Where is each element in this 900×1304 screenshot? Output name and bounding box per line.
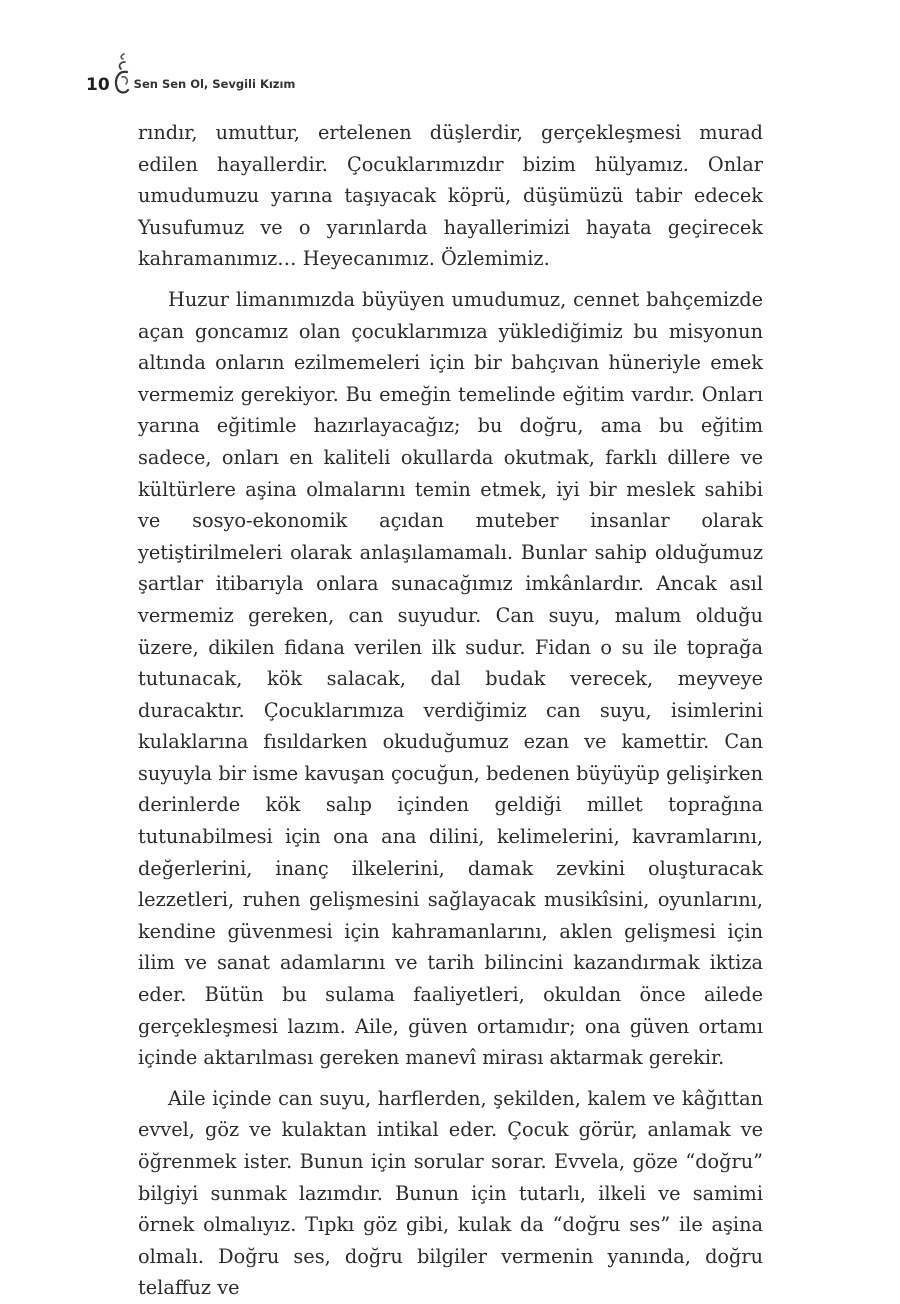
paragraph-continuation: rındır, umuttur, ertelenen düşlerdir, gerçekleşmesi murad edilen hayallerdir. Çocuklarımızdır bizim hülyamız. Onlar umudumuzu yarına taşıyacak köprü, düşümüzü tabir edecek Yusufumuz ve o yarınlarda hayallerimizi hayata geçirecek kahramanımız… Heyecanımız. Özlemimiz. (138, 121, 763, 271)
body-text (138, 117, 763, 1304)
paragraph-huzur: Huzur limanımızda büyüyen umudumuz, cennet bahçemizde açan goncamız olan çocuklarımıza yüklediğimiz bu misyonun altında onların ezilmemeleri için bir bahçıvan hüneriyle emek vermemiz gerekiyor. Bu emeğin temelinde eğitim vardır. Onları yarına eğitimle hazırlayacağız; bu doğru, ama bu eğitim sadece, onları en kaliteli okullarda okutmak, farklı dillere ve kültürlere aşina olmalarını temin etmek, iyi bir meslek sahibi ve sosyo-ekonomik açıdan muteber insanlar olarak yetiştirilmeleri olarak anlaşılamamalı. Bunlar sahip olduğumuz şartlar itibarıyla onlara sunacağımız imkânlardır. Ancak asıl vermemiz gereken, can suyudur. Can suyu, malum olduğu üzere, dikilen fidana verilen ilk sudur. Fidan o su ile toprağa tutunacak, kök salacak, dal budak verecek, meyveye duracaktır. Çocuklarımıza verdiğimiz can suyu, isimlerini kulaklarına fısıldarken okuduğumuz ezan ve kamettir. Can suyuyla bir isme kavuşan çocuğun, bedenen büyüyüp gelişirken derinlerde kök salıp içinden geldiği millet toprağına tutunabilmesi için ona ana dilini, kelimelerini, kavramlarını, değerlerini, inanç ilkelerini, damak zevkini oluşturacak lezzetleri, ruhen gelişmesini sağlayacak musikîsini, oyunlarını, kendine güvenmesi için kahramanlarını, aklen gelişmesi için ilim ve sanat adamlarını ve tarih bilincini kazandırmak iktiza eder. Bütün bu sulama faaliyetleri, okuldan önce ailede gerçekleşmesi lazım. Aile, güven ortamıdır; ona güven ortamı içinde aktarılması gereken manevî mirası aktarmak gerekir. (138, 287, 763, 1070)
running-title: Sen Sen Ol, Sevgili Kızım (133, 76, 296, 91)
swirl-ornament-icon (112, 50, 132, 96)
page-header (86, 46, 295, 96)
page-number: 10 (86, 75, 110, 95)
paragraph-aile: Aile içinde can suyu, harflerden, şekilden, kalem ve kâğıttan evvel, göz ve kulaktan intikal eder. Çocuk görür, anlamak ve öğrenmek ister. Bunun için sorular sorar. Evvela, göze “doğru” bilgiyi sunmak lazımdır. Bunun için tutarlı, ilkeli ve samimi örnek olmalıyız. Tıpkı göz gibi, kulak da “doğru ses” ile aşina olmalı. Doğru ses, doğru bilgiler vermenin yanında, doğru telaffuz ve (138, 1086, 763, 1300)
